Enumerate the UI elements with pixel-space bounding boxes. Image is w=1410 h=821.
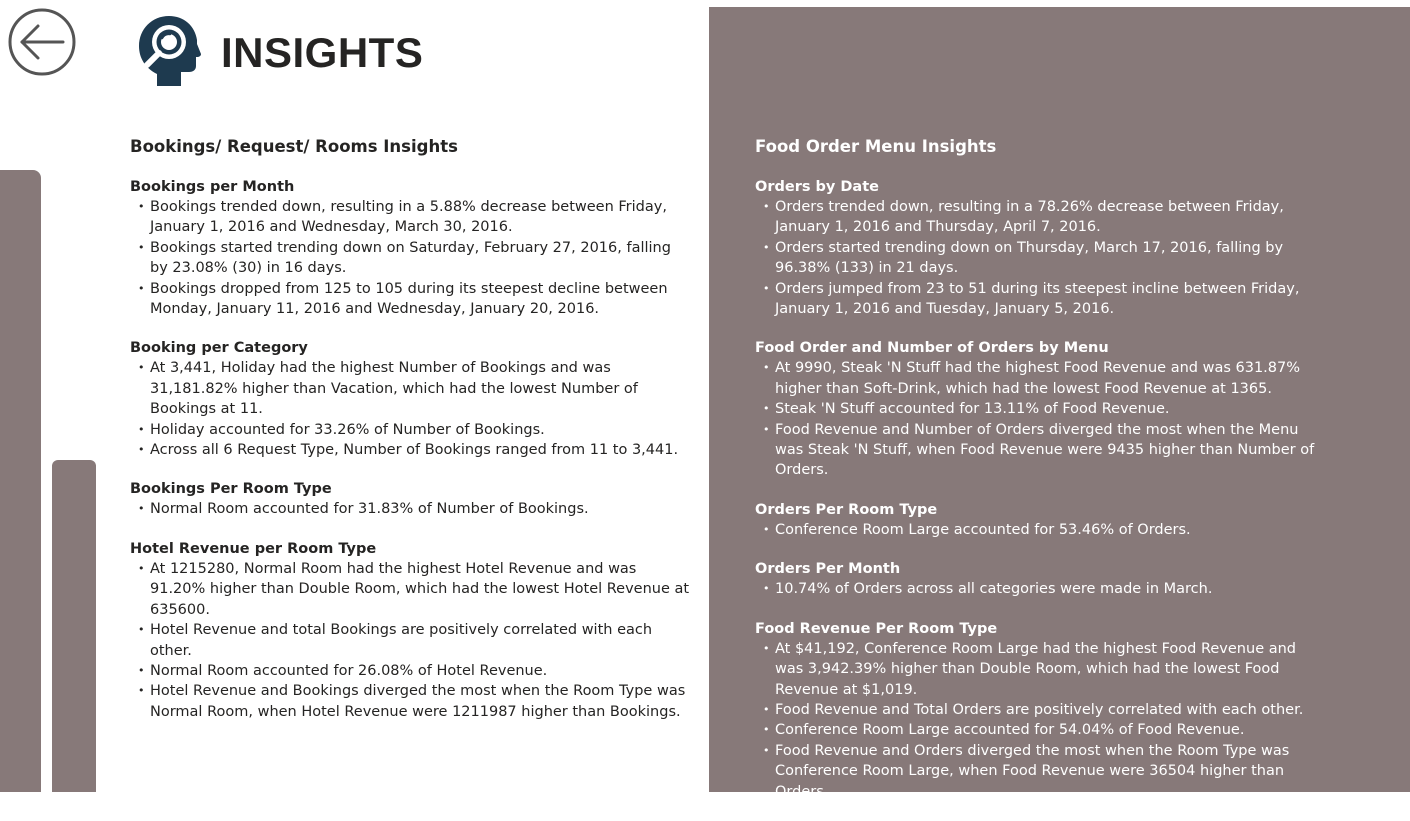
bullet-item: • At 3,441, Holiday had the highest Number of Bookings and was 31,181.82% higher than Vacation, which had the lowest Number of Bookings at 11. [150,358,690,419]
insight-section-orders-by-date [755,177,1315,319]
bullet-item: • Hotel Revenue and Bookings diverged the most when the Room Type was Normal Room, when Hotel Revenue were 1211987 higher than Bookings. [150,681,690,722]
bullet-list [755,197,1315,319]
insight-section-bookings-per-room-type [130,479,690,519]
section-title: Bookings Per Room Type [130,481,332,498]
bullet-list [755,639,1315,802]
bullet-item: • Across all 6 Request Type, Number of Bookings ranged from 11 to 3,441. [150,440,690,460]
insight-section-orders-per-month [755,559,1315,599]
section-title: Bookings per Month [130,179,295,195]
bullet-list [130,197,690,319]
bullet-item: • Food Revenue and Total Orders are positively correlated with each other. [775,700,1315,720]
bullet-list [130,559,690,722]
bullet-item: • Bookings trended down, resulting in a 5.88% decrease between Friday, January 1, 2016 and Wednesday, March 30, 2016. [150,197,690,238]
bullet-item: • Conference Room Large accounted for 53.46% of Orders. [775,520,1315,540]
bullet-list [755,579,1315,599]
bullet-item: • Orders trended down, resulting in a 78.26% decrease between Friday, January 1, 2016 and Thursday, April 7, 2016. [775,197,1315,238]
insight-section-orders-per-room-type [755,500,1315,540]
insight-section-bookings-per-month [130,177,690,319]
back-button[interactable] [8,8,76,76]
section-title: Food Order and Number of Orders by Menu [755,340,1109,357]
bookings-insights-column [130,135,690,741]
section-title: Orders Per Room Type [755,501,938,518]
section-title: Orders by Date [755,179,879,195]
bullet-item: • Bookings dropped from 125 to 105 during its steepest decline between Monday, January 11, 2016 and Wednesday, January 20, 2016. [150,279,690,320]
insight-section-orders-by-menu [755,338,1315,480]
insight-section-booking-per-category [130,338,690,460]
bullet-item: • Bookings started trending down on Saturday, February 27, 2016, falling by 23.08% (30) in 16 days. [150,238,690,279]
bullet-item: • At 9990, Steak 'N Stuff had the highest Food Revenue and was 631.87% higher than Soft-Drink, which had the lowest Food Revenue at 1365. [775,358,1315,399]
bullet-list [130,499,690,519]
bullet-item: • Hotel Revenue and total Bookings are positively correlated with each other. [150,620,690,661]
back-arrow-icon [8,8,76,76]
column-title: Food Order Menu Insights [755,137,997,156]
section-title: Hotel Revenue per Room Type [130,540,377,557]
bullet-list [130,358,690,460]
decorative-bar-inner [52,460,96,792]
bullet-item: • Orders jumped from 23 to 51 during its steepest incline between Friday, January 1, 2016 and Tuesday, January 5, 2016. [775,279,1315,320]
bullet-item: • At $41,192, Conference Room Large had the highest Food Revenue and was 3,942.39% higher than Double Room, which had the lowest Food Revenue at $1,019. [775,639,1315,700]
column-title: Bookings/ Request/ Rooms Insights [130,137,458,156]
insight-section-hotel-revenue-per-room-type [130,539,690,722]
section-title: Food Revenue Per Room Type [755,620,998,637]
food-order-insights-column [755,135,1315,821]
bullet-item: • Normal Room accounted for 26.08% of Hotel Revenue. [150,661,690,681]
section-title: Booking per Category [130,340,308,357]
bullet-item: • Food Revenue and Number of Orders diverged the most when the Menu was Steak 'N Stuff, when Food Revenue were 9435 higher than Number of Orders. [775,420,1315,481]
bullet-item: • Orders started trending down on Thursday, March 17, 2016, falling by 96.38% (133) in 21 days. [775,238,1315,279]
bullet-item: • At 1215280, Normal Room had the highest Hotel Revenue and was 91.20% higher than Double Room, which had the lowest Hotel Revenue at 635600. [150,559,690,620]
section-title: Orders Per Month [755,561,901,578]
bullet-item: • 10.74% of Orders across all categories were made in March. [775,579,1315,599]
bullet-item: • Normal Room accounted for 31.83% of Number of Bookings. [150,499,690,519]
bullet-list [755,358,1315,480]
bullet-item: • Food Revenue and Orders diverged the most when the Room Type was Conference Room Large, when Food Revenue were 36504 higher than Orders. [775,741,1315,802]
page-title: INSIGHTS [221,29,424,76]
bullet-list [755,520,1315,540]
head-search-icon [135,14,201,88]
bullet-item: • Steak 'N Stuff accounted for 13.11% of Food Revenue. [775,399,1315,419]
decorative-bar-left [0,170,41,792]
bullet-item: • Conference Room Large accounted for 54.04% of Food Revenue. [775,720,1315,740]
insight-section-food-revenue-per-room-type [755,619,1315,802]
bullet-item: • Holiday accounted for 33.26% of Number of Bookings. [150,420,690,440]
